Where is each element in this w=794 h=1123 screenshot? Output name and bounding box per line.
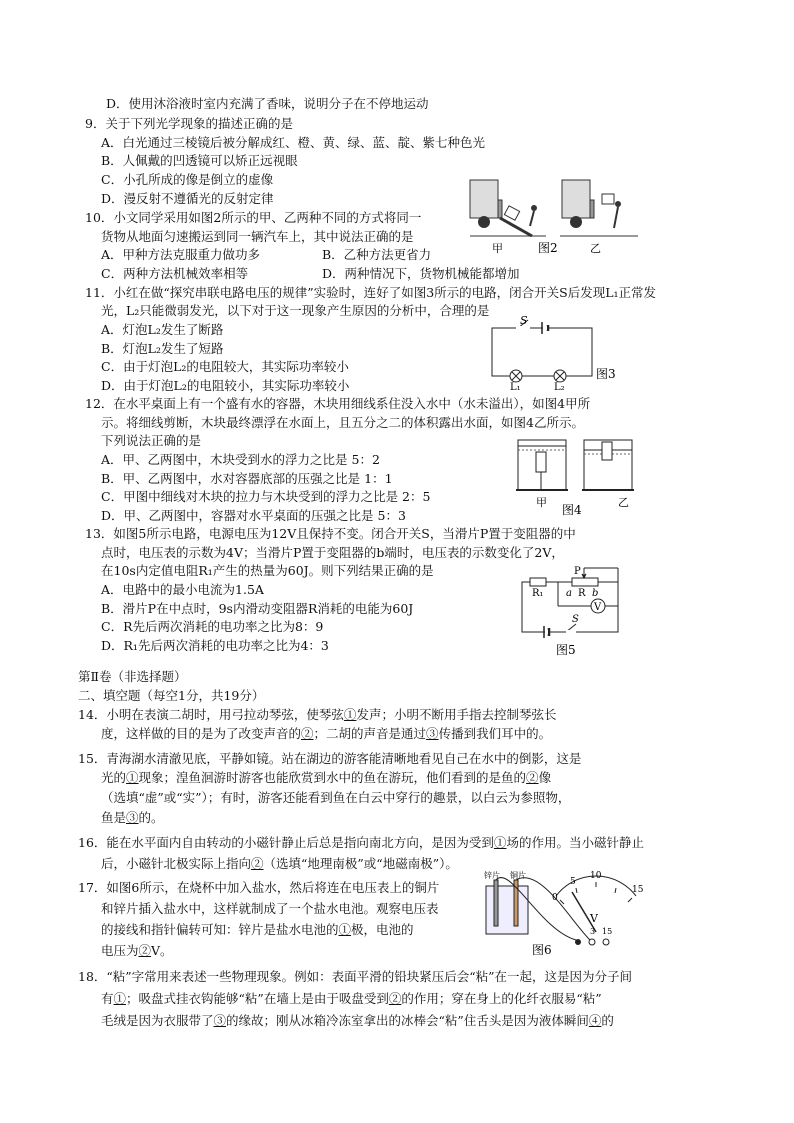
q16-blank-2: ② — [251, 856, 264, 871]
q13-option-a: A．电路中的最小电流为1.5A — [101, 582, 264, 597]
q13-option-d: D．R₁先后两次消耗的电功率之比为4：3 — [101, 638, 329, 653]
resistor-r1-icon — [530, 578, 546, 586]
figure-2 — [470, 178, 720, 258]
part-2-title: 二、填空题（每空1分，共19分） — [78, 688, 265, 703]
fig3-caption: 图3 — [596, 367, 616, 381]
q14-line-2 — [101, 725, 551, 743]
q15-text-4a: 鱼是 — [101, 810, 127, 825]
fig4-label-jia: 甲 — [536, 496, 547, 509]
fig6-tick-5: 5 — [570, 877, 576, 887]
q9-stem: 9．关于下列光学现象的描述正确的是 — [85, 116, 293, 131]
q15-line-2 — [101, 769, 551, 787]
q15-text-2c: 像 — [538, 770, 552, 785]
q18-blank-4: ④ — [588, 1013, 602, 1028]
q15-text-4b: 的。 — [138, 810, 164, 825]
slider-p-icon — [582, 568, 586, 578]
q14-text-1a: 14．小明在表演二胡时，用弓拉动琴弦，使琴弦 — [78, 707, 344, 722]
q9-option-c: C．小孔所成的像是倒立的虚像 — [101, 172, 274, 187]
q10-stem-2: 货物从地面匀速搬运到同一辆汽车上，其中说法正确的是 — [101, 229, 414, 244]
q11-option-b: B．灯泡L₂发生了短路 — [101, 341, 224, 356]
q13-stem-3: 在10s内定值电阻R₁产生的热量为60J。则下列结果正确的是 — [101, 563, 434, 578]
q18-blank-3: ③ — [213, 1013, 227, 1028]
q17-blank-2: ② — [138, 943, 152, 958]
fig5-p-label: P — [574, 566, 581, 577]
q14-text-2c: 传播到我们耳中的。 — [438, 726, 552, 741]
q16-text-1a: 16．能在水平面内自由转动的小磁针静止后总是指向南北方向，是因为受到 — [78, 835, 494, 850]
q11-stem-1: 11．小红在做“探究串联电路电压的规律”实验时，连好了如图3所示的电路，闭合开关S后发现L₁正常发 — [85, 285, 657, 300]
fig6-term-15: 15 — [602, 927, 613, 936]
container-yi-icon — [582, 440, 634, 490]
q9-option-b: B．人佩戴的凹透镜可以矫正远视眼 — [101, 153, 298, 168]
q17-text-4a: 电压为 — [101, 943, 139, 958]
q14-text-1b: 发声；小明不断用手指去控制琴弦长 — [356, 707, 557, 722]
q17-blank-1: ① — [338, 922, 352, 937]
terminal-minus-icon — [575, 939, 581, 945]
q17-line-1: 17．如图6所示，在烧杯中加入盐水，然后将连在电压表上的铜片 — [78, 880, 440, 895]
q17-text-3a: 的接线和指针偏转可知：锌片是盐水电池的 — [101, 922, 339, 937]
q15-text-2a: 光的 — [101, 770, 127, 785]
q17-text-4b: V。 — [151, 943, 173, 958]
beaker-icon — [486, 880, 528, 934]
q18-text-3b: 的缘故；刚从冰箱冷冻室拿出的冰棒会“粘”住舌头是因为液体瞬间 — [226, 1013, 589, 1028]
q18-text-3a: 毛绒是因为衣服带了 — [101, 1013, 214, 1028]
rheostat-icon — [572, 578, 598, 586]
fig5-r1-label: R₁ — [532, 588, 544, 599]
fig6-v-label: V — [590, 912, 598, 925]
figure-4 — [516, 436, 646, 518]
q10-option-c: C．两种方法机械效率相等 — [101, 266, 249, 281]
q13-option-b: B．滑片P在中点时，9s内滑动变阻器R消耗的电能为60J — [101, 601, 414, 616]
fig6-term-3: 3 — [590, 927, 596, 936]
fig6-zinc-label: 锌片 — [484, 871, 500, 880]
q18-text-3c: 的 — [601, 1013, 614, 1028]
truck-yi-icon — [560, 180, 638, 236]
q14-blank-2: ② — [301, 726, 314, 741]
fig2-label-jia: 甲 — [492, 242, 503, 255]
q15-blank-1: ① — [126, 770, 139, 785]
q14-line-1 — [78, 706, 556, 724]
q9-option-a: A．白光通过三棱镜后被分解成红、橙、黄、绿、蓝、靛、紫七种色光 — [101, 135, 486, 150]
q15-blank-3: ③ — [126, 810, 139, 825]
q14-blank-3: ③ — [426, 726, 439, 741]
q17-line-4 — [101, 942, 173, 960]
q11-option-c: C．由于灯泡L₂的电阻较大，其实际功率较小 — [101, 359, 349, 374]
q11-option-d: D．由于灯泡L₂的电阻较小，其实际功率较小 — [101, 378, 350, 393]
q11-option-a: A．灯泡L₂发生了断路 — [101, 322, 224, 337]
fig6-tick-0: 0 — [552, 893, 558, 903]
q16-text-1b: 场的作用。当小磁针静止 — [506, 835, 644, 850]
q15-text-2b: 现象；湟鱼洄游时游客也能欣赏到水中的鱼在游玩，他们看到的是鱼的 — [138, 770, 527, 785]
lamp-l2-icon — [554, 370, 566, 382]
q16-line-2 — [101, 855, 458, 873]
q18-line-1: 18．“粘”字常用来表述一些物理现象。例如：表面平滑的铅块紧压后会“粘”在一起，这是因为分子间 — [78, 969, 632, 984]
q13-option-c: C．R先后两次消耗的电功率之比为8：9 — [101, 619, 324, 634]
figure-6 — [480, 870, 650, 958]
fig3-l2-label: L₂ — [554, 382, 565, 393]
q10-option-b: B．乙种方法更省力 — [322, 247, 432, 262]
fig5-r-label: R — [578, 588, 586, 599]
truck-jia-icon — [470, 180, 546, 236]
fig5-s-label: S — [572, 614, 579, 625]
q12-option-b: B．甲、乙两图中，水对容器底部的压强之比是 1：1 — [101, 471, 393, 486]
section-2-title: 第Ⅱ卷（非选择题） — [78, 669, 187, 684]
q18-blank-2: ② — [388, 991, 402, 1006]
q14-text-2b: ；二胡的声音是通过 — [313, 726, 427, 741]
q9-option-d: D．漫反射不遵循光的反射定律 — [101, 191, 274, 206]
q15-line-4 — [101, 809, 164, 827]
fig5-caption: 图5 — [556, 643, 576, 657]
container-jia-icon — [516, 440, 568, 490]
fig4-caption: 图4 — [562, 503, 582, 517]
q14-text-2a: 度，这样做的目的是为了改变声音的 — [101, 726, 302, 741]
terminal-3-icon — [589, 939, 595, 945]
q10-stem-1: 10．小文同学采用如图2所示的甲、乙两种不同的方式将同一 — [85, 210, 422, 225]
q12-option-c: C．甲图中细线对木块的拉力与木块受到的浮力之比是 2：5 — [101, 489, 431, 504]
q10-option-d: D．两种情况下，货物机械能都增加 — [322, 266, 520, 281]
q18-blank-1: ① — [113, 991, 127, 1006]
q12-option-d: D．甲、乙两图中，容器对水平桌面的压强之比是 5：3 — [101, 508, 406, 523]
fig5-a-label: a — [566, 588, 572, 599]
fig5-b-label: b — [592, 588, 599, 599]
fig3-switch-label: S — [520, 314, 528, 327]
q18-line-2 — [101, 990, 602, 1008]
fig6-tick-15: 15 — [632, 885, 644, 895]
q16-text-2a: 后，小磁针北极实际上指向 — [101, 856, 252, 871]
q15-blank-2: ② — [526, 770, 539, 785]
q18-text-2b: ；吸盘式挂衣钩能够“粘”在墙上是由于吸盘受到 — [126, 991, 389, 1006]
voltmeter-dial-icon — [556, 876, 636, 945]
fig2-caption: 图2 — [538, 241, 558, 255]
lamp-l1-icon — [510, 370, 522, 382]
q14-blank-1: ① — [343, 707, 357, 722]
q18-text-2a: 有 — [101, 991, 114, 1006]
q12-stem-1: 12．在水平桌面上有一个盛有水的容器，木块用细线系住没入水中（水未溢出），如图4甲所 — [85, 396, 591, 411]
q10-option-a: A．甲种方法克服重力做功多 — [101, 247, 261, 262]
q13-stem-1: 13．如图5所示电路，电源电压为12V且保持不变。闭合开关S，当滑片P置于变阻器的中 — [85, 526, 576, 541]
q17-line-2: 和锌片插入盐水中，这样就制成了一个盐水电池。观察电压表 — [101, 901, 439, 916]
q15-line-1: 15．青海湖水清澈见底，平静如镜。站在湖边的游客能清晰地看见自己在水中的倒影，这是 — [78, 751, 582, 766]
q13-stem-2: 点时，电压表的示数为4V；当滑片P置于变阻器的b端时，电压表的示数变化了2V， — [101, 545, 564, 560]
q16-line-1 — [78, 834, 644, 852]
q11-stem-2: 光，L₂只能微弱发光，以下对于这一现象产生原因的分析中，合理的是 — [101, 303, 490, 318]
figure-5 — [516, 566, 636, 658]
fig5-v-label: V — [594, 602, 602, 613]
q12-stem-3: 下列说法正确的是 — [101, 433, 202, 448]
q16-blank-1: ① — [493, 835, 507, 850]
q18-text-2c: 的作用；穿在身上的化纤衣服易“粘” — [401, 991, 602, 1006]
q12-stem-2: 示。将细线剪断，木块最终漂浮在水面上，且五分之二的体积露出水面，如图4乙所示。 — [101, 415, 584, 430]
q8-option-d: D．使用沐浴液时室内充满了香味，说明分子在不停地运动 — [106, 96, 429, 111]
fig6-tick-10: 10 — [590, 871, 602, 881]
fig4-label-yi: 乙 — [618, 496, 629, 509]
fig3-l1-label: L₁ — [510, 382, 521, 393]
q16-text-2b: （选填“地理南极”或“地磁南极”）。 — [263, 856, 458, 871]
q18-line-3 — [101, 1012, 614, 1030]
figure-3 — [488, 314, 628, 393]
q17-line-3 — [101, 921, 414, 939]
q15-line-3: （选填“虚”或“实”）；有时，游客还能看到鱼在白云中穿行的趣景，以白云为参照物， — [101, 790, 571, 805]
fig2-label-yi: 乙 — [590, 242, 601, 255]
q12-option-a: A．甲、乙两图中，木块受到水的浮力之比是 5：2 — [101, 452, 380, 467]
terminal-15-icon — [603, 939, 609, 945]
q17-text-3b: 极，电池的 — [351, 922, 414, 937]
fig6-caption: 图6 — [532, 943, 552, 957]
fig6-copper-label: 铜片 — [510, 871, 526, 880]
